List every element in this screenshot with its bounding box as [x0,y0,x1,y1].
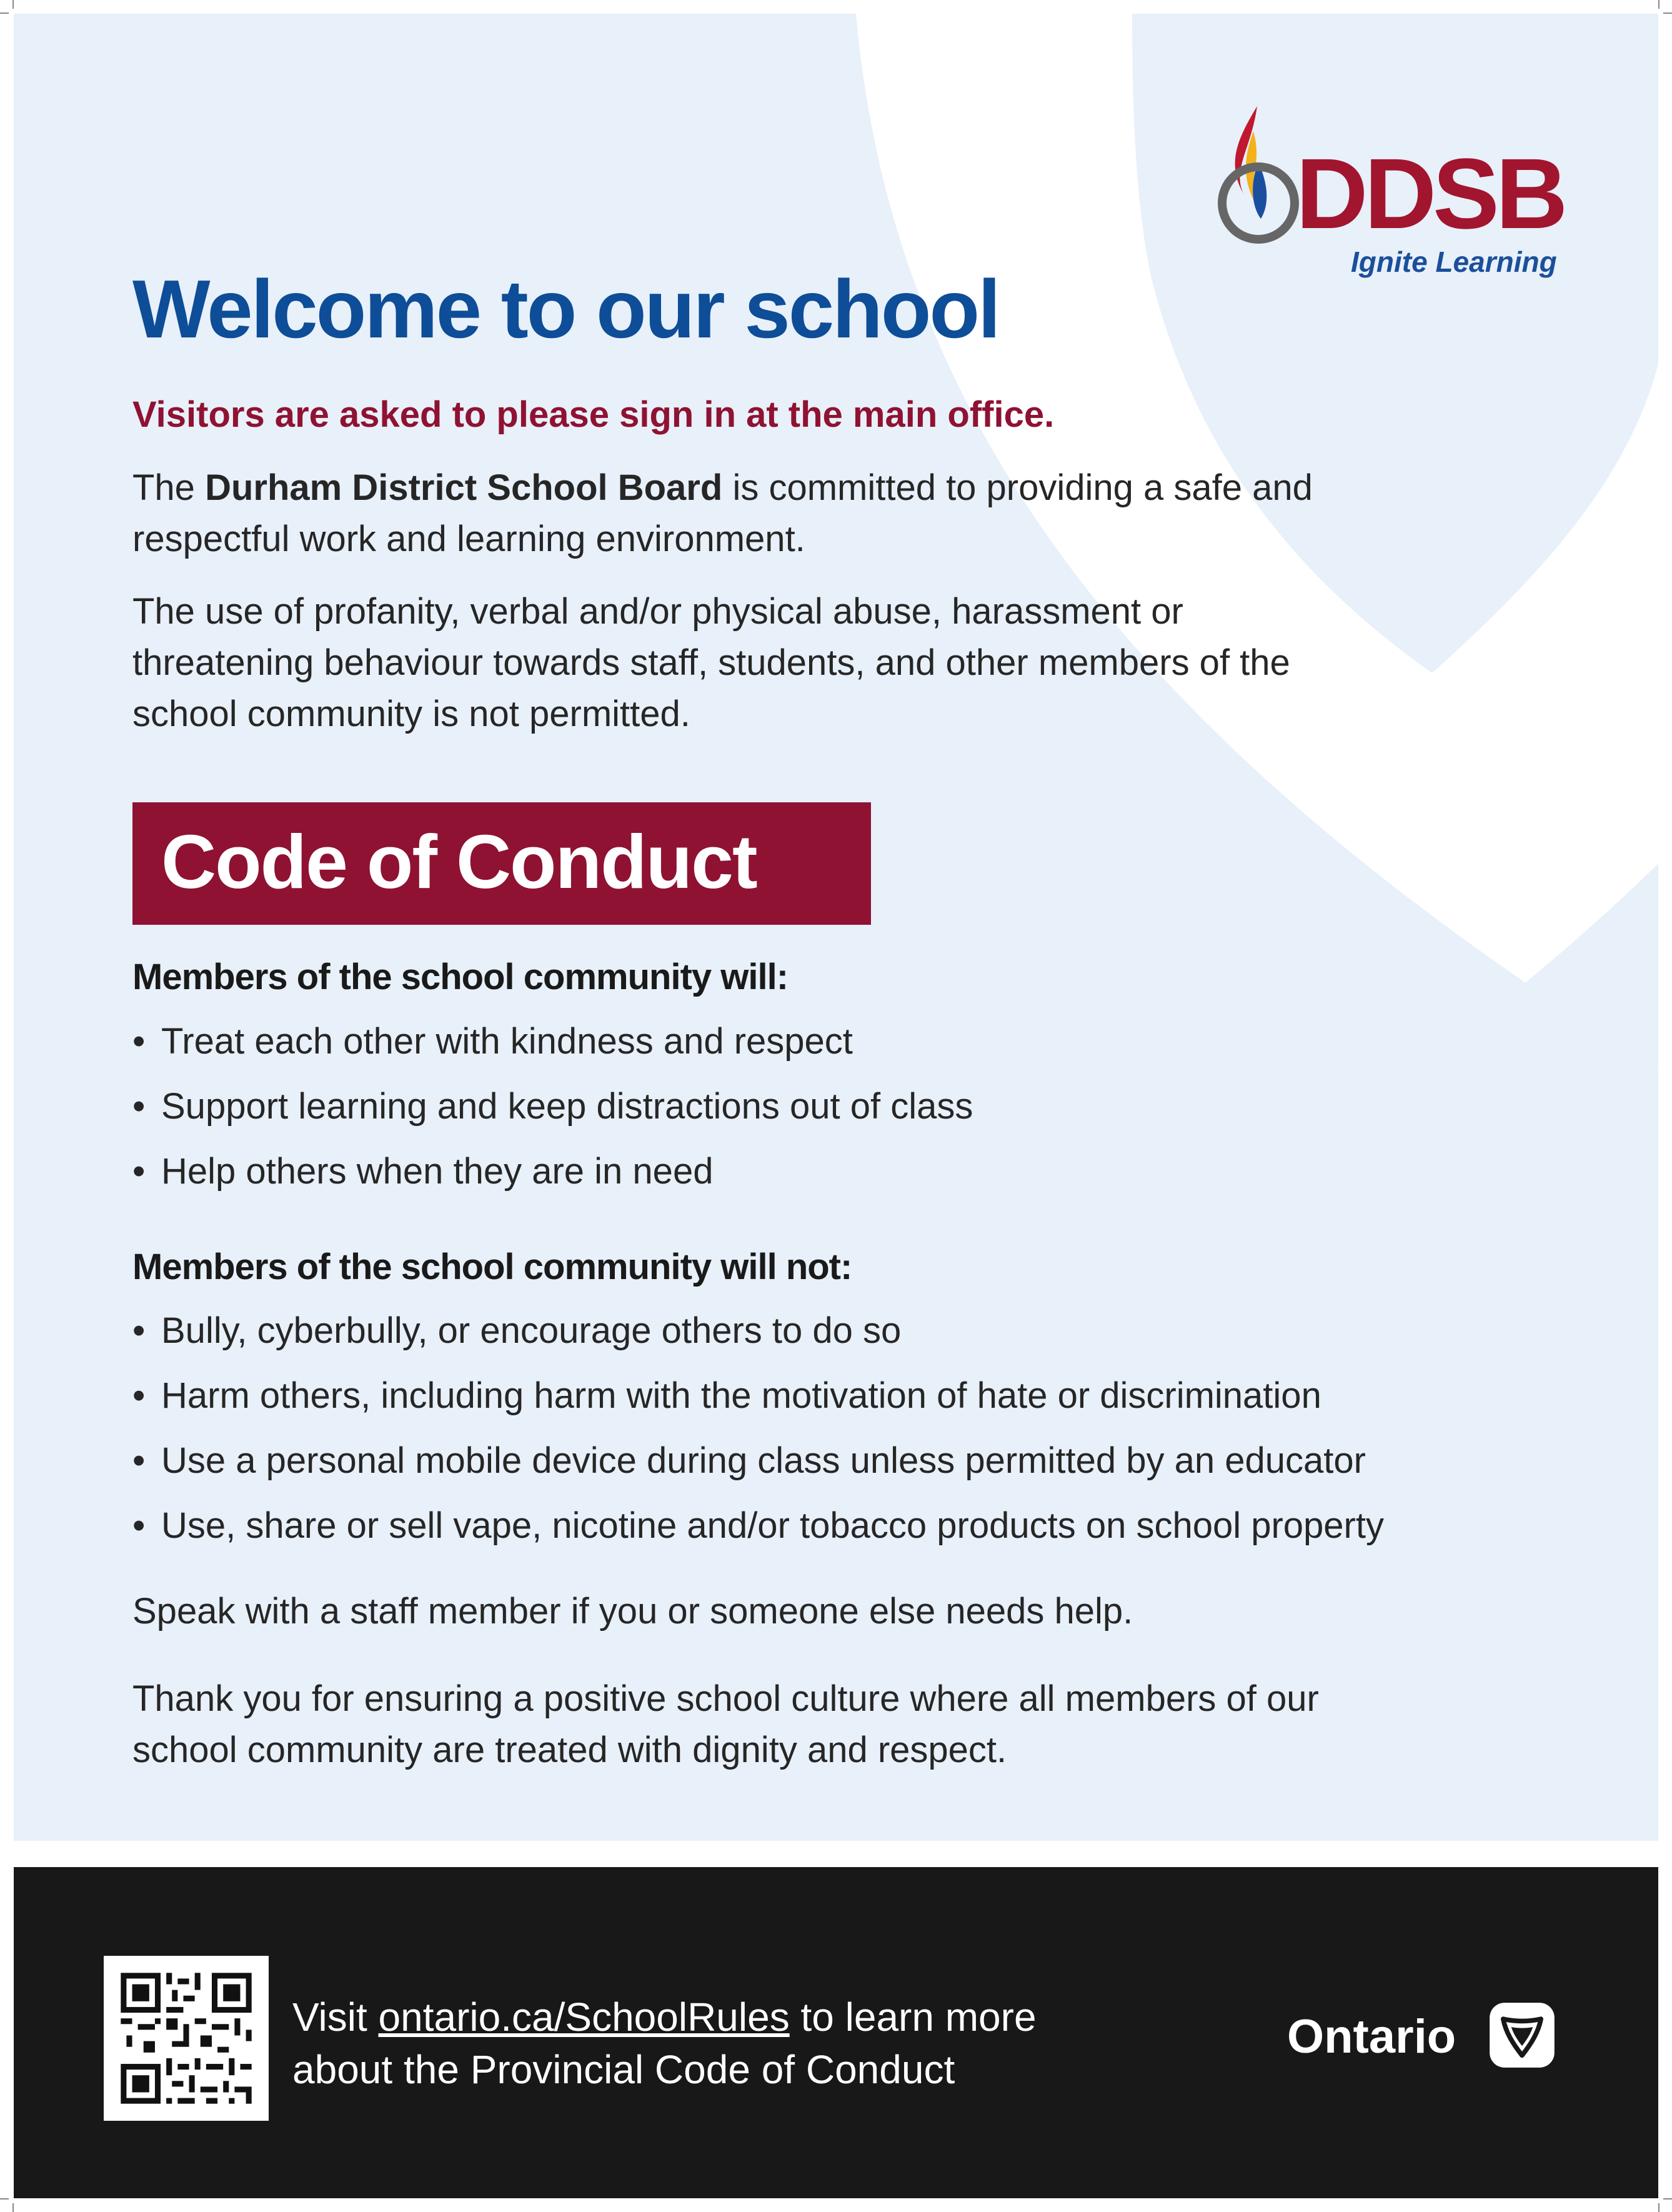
list-item: • Support learning and keep distractions out of class [132,1082,973,1147]
crop-mark [1658,0,1660,9]
visit-prefix: Visit [292,1995,367,2040]
thanks-text: Thank you for ensuring a positive school culture where all members of our school community are treated with dignity and respect. [132,1678,1319,1770]
crop-mark [0,12,9,14]
bullet-icon: • [132,1505,146,1546]
intro-paragraph-1 [132,462,1320,565]
list-item: • Use a personal mobile device during class unless permitted by an educator [132,1436,1384,1501]
bullet-icon: • [132,1151,146,1192]
qr-code[interactable] [104,1956,269,2121]
bullet-icon: • [132,1310,146,1351]
logo-wordmark: DDSB [1296,137,1565,249]
will-not-list [132,1306,1384,1566]
footer-message [292,1991,1037,2096]
page-title: Welcome to our school [132,263,999,355]
crop-mark [0,2198,9,2200]
bullet-icon: • [132,1086,146,1127]
will-not-heading: Members of the school community will not: [132,1247,852,1287]
code-of-conduct-title: Code of Conduct [161,819,757,904]
footer-line-2: about the Provincial Code of Conduct [292,2047,955,2092]
list-item: • Treat each other with kindness and respect [132,1017,973,1082]
crop-mark [1663,12,1672,14]
bullet-icon: • [132,1375,146,1416]
poster-panel [14,14,1658,1841]
visitors-notice: Visitors are asked to please sign in at the main office. [132,394,1055,435]
ontario-trillium-icon [1488,2001,1556,2069]
intro-prefix: The [132,467,195,508]
bullet-icon: • [132,1440,146,1481]
will-list [132,1017,973,1212]
qr-code-icon [104,1956,269,2121]
school-rules-link[interactable]: ontario.ca/SchoolRules [378,1995,790,2040]
intro-paragraph-2: The use of profanity, verbal and/or physical abuse, harassment or threatening behaviour towards staff, students, and other members of the school community is not permitted. [132,591,1290,734]
logo-tagline: Ignite Learning [1351,246,1557,278]
crop-mark [12,2203,14,2212]
crop-mark [1658,2203,1660,2212]
bullet-icon: • [132,1021,146,1062]
will-heading: Members of the school community will: [132,957,789,997]
footer-bar [14,1867,1658,2198]
help-text: Speak with a staff member if you or someone else needs help. [132,1591,1133,1632]
list-item: • Harm others, including harm with the motivation of hate or discrimination [132,1371,1384,1436]
ontario-wordmark: Ontario [1287,2010,1456,2063]
list-item: • Bully, cyberbully, or encourage others to do so [132,1306,1384,1371]
visit-suffix: to learn more [800,1995,1037,2040]
list-item: • Use, share or sell vape, nicotine and/or tobacco products on school property [132,1501,1384,1566]
board-name: Durham District School Board [205,467,723,508]
code-of-conduct-banner [132,802,871,925]
crop-mark [12,0,14,9]
intro-rest: is committed to providing a safe and respectful work and learning environment. [132,467,1313,559]
list-item: • Help others when they are in need [132,1147,973,1212]
crop-mark [1663,2198,1672,2200]
